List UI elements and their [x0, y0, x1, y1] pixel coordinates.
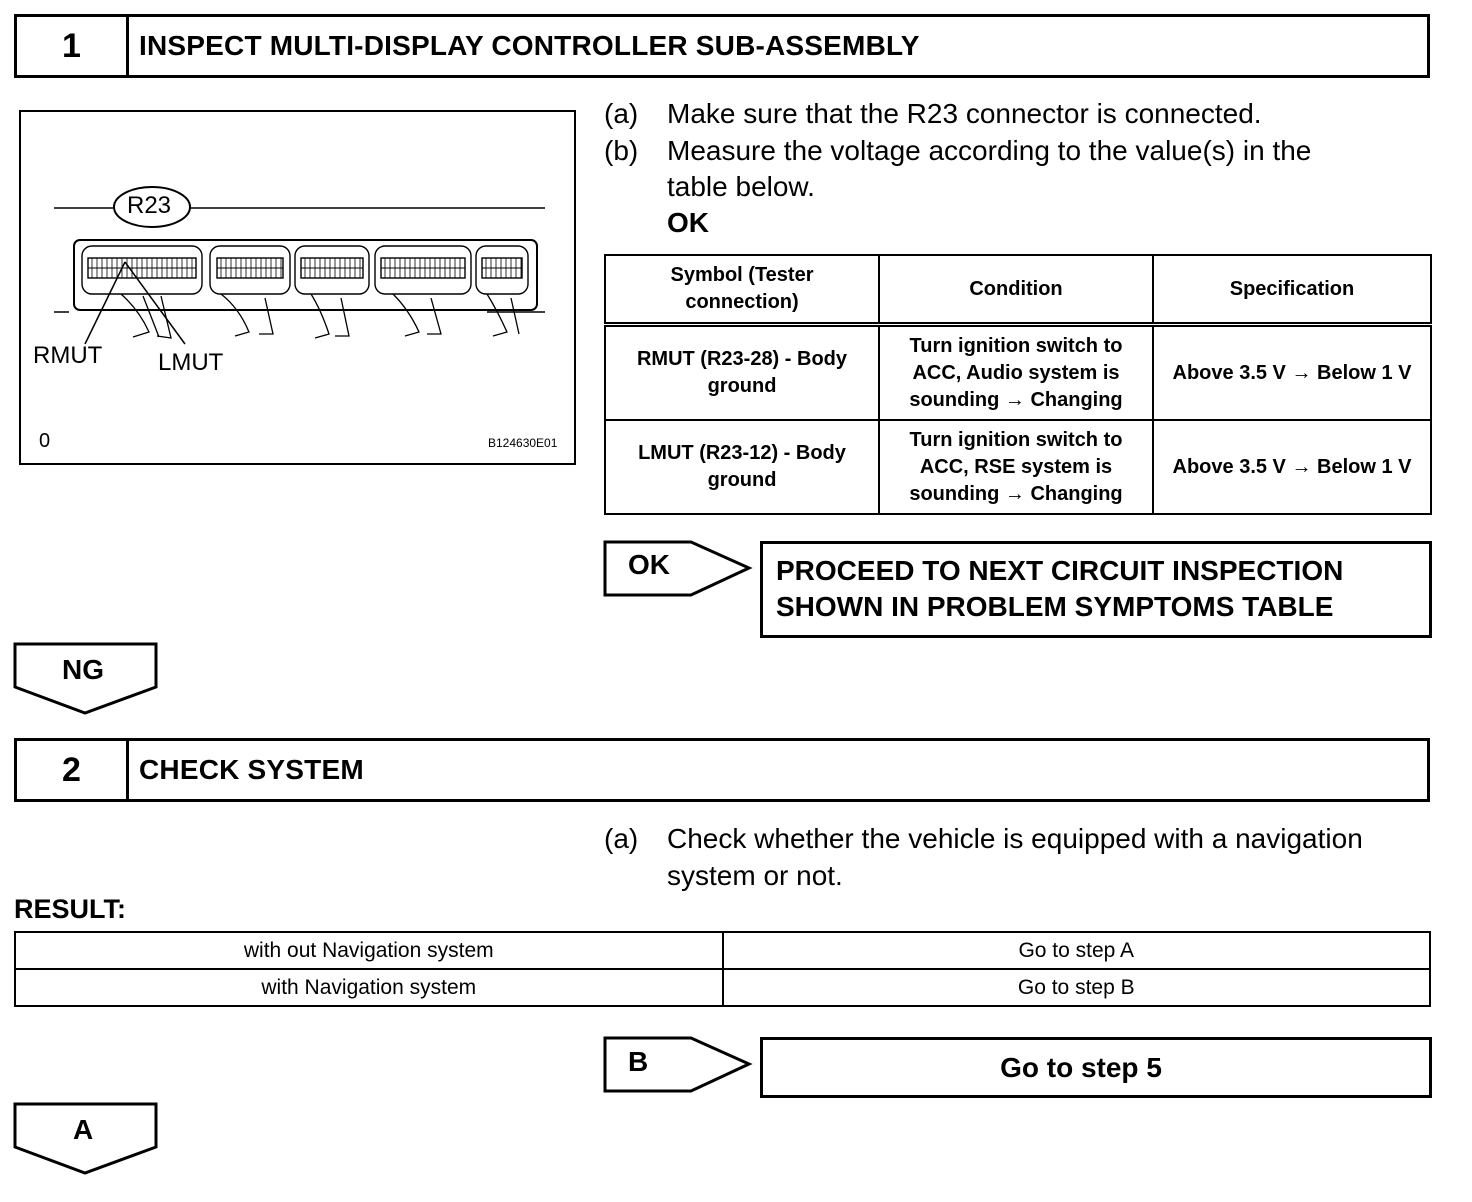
- instruction-text: Check whether the vehicle is equipped with a navigation: [667, 823, 1363, 854]
- table-cell: Go to step B: [723, 969, 1431, 1006]
- ok-result-box: [760, 541, 1432, 638]
- b-result-text: Go to step 5: [1000, 1051, 1162, 1083]
- instruction-text-cont: table below.: [667, 171, 815, 202]
- ok-arrow-icon: [603, 540, 753, 598]
- b-arrow-icon: [603, 1036, 753, 1094]
- step-title: INSPECT MULTI-DISPLAY CONTROLLER SUB-ASSEMBLY: [139, 30, 920, 61]
- spec-table: [604, 254, 1432, 515]
- instruction-text: Make sure that the R23 connector is connected.: [667, 98, 1262, 129]
- figure-code: B124630E01: [488, 436, 558, 450]
- rmut-label: RMUT: [33, 342, 103, 369]
- table-row: [15, 969, 1430, 1006]
- instruction-label: (b): [604, 135, 639, 166]
- instruction-text: Measure the voltage according to the value(s) in the: [667, 135, 1312, 166]
- table-header: Symbol (Tester connection): [605, 255, 879, 325]
- step-title: CHECK SYSTEM: [139, 754, 364, 785]
- step-number: 2: [17, 741, 129, 799]
- ok-result-line: PROCEED TO NEXT CIRCUIT INSPECTION: [776, 555, 1344, 586]
- step-2-instruction: [604, 820, 1444, 896]
- table-cell: Turn ignition switch to ACC, RSE system is sounding → Changing: [879, 420, 1153, 514]
- table-row: [605, 420, 1431, 514]
- table-cell: Above 3.5 V → Below 1 V: [1153, 325, 1431, 421]
- table-cell: with out Navigation system: [15, 932, 723, 969]
- table-cell: Above 3.5 V → Below 1 V: [1153, 420, 1431, 514]
- ok-heading: OK: [667, 207, 709, 238]
- instruction-label: (a): [604, 98, 639, 129]
- b-result-box: [760, 1037, 1432, 1098]
- table-row: [15, 932, 1430, 969]
- table-cell: with Navigation system: [15, 969, 723, 1006]
- step-2-header: [14, 738, 1430, 802]
- table-header: Condition: [879, 255, 1153, 325]
- ng-arrow-label: NG: [62, 654, 104, 685]
- table-cell: Turn ignition switch to ACC, Audio system is sounding → Changing: [879, 325, 1153, 421]
- ok-arrow-label: OK: [628, 549, 670, 580]
- instruction-text-cont: system or not.: [667, 860, 843, 891]
- corner-mark: 0: [39, 430, 51, 452]
- step-1-instructions: [604, 95, 1444, 245]
- table-header: Specification: [1153, 255, 1431, 325]
- a-arrow-label: A: [73, 1114, 94, 1145]
- instruction-label: (a): [604, 823, 639, 854]
- result-heading: RESULT:: [14, 894, 126, 924]
- step-1-header: [14, 14, 1430, 78]
- lmut-label: LMUT: [158, 349, 224, 376]
- connector-label: R23: [127, 192, 172, 219]
- table-cell: Go to step A: [723, 932, 1431, 969]
- ok-result-line: SHOWN IN PROBLEM SYMPTOMS TABLE: [776, 591, 1334, 622]
- result-table: [14, 931, 1431, 1007]
- table-cell: RMUT (R23-28) - Body ground: [605, 325, 879, 421]
- table-row: [605, 325, 1431, 421]
- table-cell: LMUT (R23-12) - Body ground: [605, 420, 879, 514]
- connector-figure: [19, 110, 576, 465]
- b-arrow-label: B: [628, 1046, 649, 1077]
- step-number: 1: [17, 17, 129, 75]
